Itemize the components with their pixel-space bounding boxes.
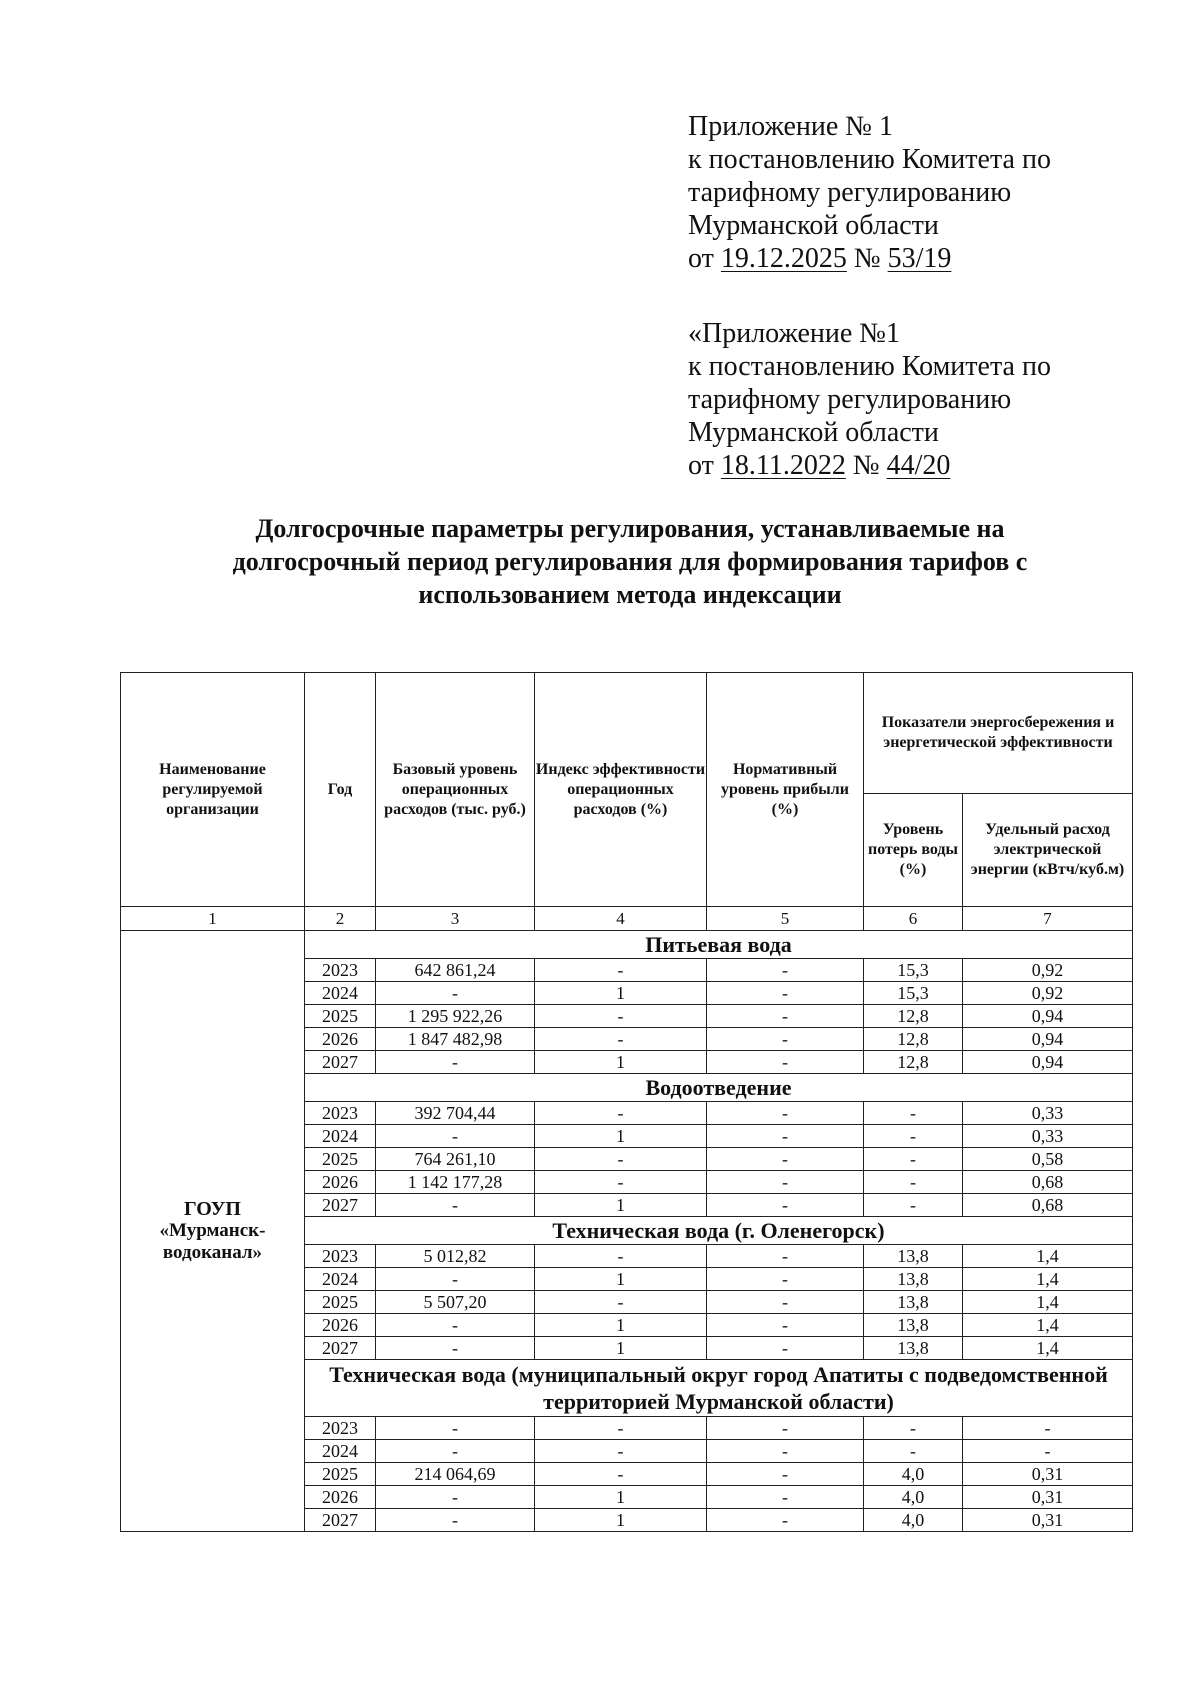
- efficiency-index-cell: -: [535, 1148, 707, 1171]
- profit-level-cell: -: [707, 1486, 864, 1509]
- base-level-cell: 1 847 482,98: [376, 1028, 535, 1051]
- efficiency-index-cell: 1: [535, 1268, 707, 1291]
- efficiency-index-cell: 1: [535, 1486, 707, 1509]
- electricity-cell: 0,92: [963, 982, 1133, 1005]
- section-title: Водоотведение: [305, 1074, 1133, 1102]
- year-cell: 2027: [305, 1337, 376, 1360]
- year-cell: 2023: [305, 1417, 376, 1440]
- profit-level-cell: -: [707, 1337, 864, 1360]
- year-cell: 2023: [305, 1245, 376, 1268]
- year-cell: 2023: [305, 959, 376, 982]
- year-cell: 2024: [305, 1125, 376, 1148]
- profit-level-cell: -: [707, 1148, 864, 1171]
- electricity-cell: 0,31: [963, 1463, 1133, 1486]
- water-loss-cell: -: [864, 1148, 963, 1171]
- efficiency-index-cell: -: [535, 1028, 707, 1051]
- base-level-cell: -: [376, 1314, 535, 1337]
- electricity-cell: 0,31: [963, 1509, 1133, 1532]
- year-cell: 2025: [305, 1148, 376, 1171]
- title-line: долгосрочный период регулирования для формирования тарифов с: [232, 547, 1028, 576]
- profit-level-cell: -: [707, 1268, 864, 1291]
- year-cell: 2026: [305, 1486, 376, 1509]
- header-electricity: Удельный расход электрической энергии (кВтч/куб.м): [963, 794, 1133, 907]
- efficiency-index-cell: 1: [535, 1337, 707, 1360]
- appendix-original-block: [688, 317, 1128, 482]
- base-level-cell: 5 507,20: [376, 1291, 535, 1314]
- water-loss-cell: -: [864, 1125, 963, 1148]
- date-prefix: от: [688, 450, 714, 481]
- electricity-cell: 1,4: [963, 1268, 1133, 1291]
- electricity-cell: 0,58: [963, 1148, 1133, 1171]
- section-title: Техническая вода (г. Оленегорск): [305, 1217, 1133, 1245]
- base-level-cell: -: [376, 1417, 535, 1440]
- header-water-loss: Уровень потерь воды (%): [864, 794, 963, 907]
- column-number-row: [121, 907, 1133, 931]
- date-prefix: от: [688, 243, 714, 274]
- electricity-cell: 0,94: [963, 1051, 1133, 1074]
- appendix-line: тарифному регулированию: [688, 384, 1012, 415]
- appendix-date: 18.11.2022: [720, 450, 846, 481]
- profit-level-cell: -: [707, 1509, 864, 1532]
- profit-level-cell: -: [707, 1194, 864, 1217]
- profit-level-cell: -: [707, 1051, 864, 1074]
- year-cell: 2024: [305, 1440, 376, 1463]
- column-number: 4: [535, 907, 707, 931]
- profit-level-cell: -: [707, 982, 864, 1005]
- water-loss-cell: -: [864, 1417, 963, 1440]
- base-level-cell: 642 861,24: [376, 959, 535, 982]
- section-header-row: [121, 931, 1133, 959]
- efficiency-index-cell: -: [535, 1417, 707, 1440]
- number-prefix: №: [853, 243, 881, 274]
- efficiency-index-cell: 1: [535, 1314, 707, 1337]
- base-level-cell: 764 261,10: [376, 1148, 535, 1171]
- year-cell: 2024: [305, 982, 376, 1005]
- profit-level-cell: -: [707, 1005, 864, 1028]
- profit-level-cell: -: [707, 1291, 864, 1314]
- base-level-cell: -: [376, 982, 535, 1005]
- year-cell: 2024: [305, 1268, 376, 1291]
- water-loss-cell: 13,8: [864, 1314, 963, 1337]
- appendix-line: тарифному регулированию: [688, 177, 1012, 208]
- appendix-date-line: [688, 449, 1128, 482]
- base-level-cell: -: [376, 1440, 535, 1463]
- year-cell: 2027: [305, 1051, 376, 1074]
- base-level-cell: -: [376, 1125, 535, 1148]
- water-loss-cell: 4,0: [864, 1486, 963, 1509]
- appendix-number: 44/20: [886, 450, 951, 481]
- profit-level-cell: -: [707, 1463, 864, 1486]
- column-number: 6: [864, 907, 963, 931]
- profit-level-cell: -: [707, 1125, 864, 1148]
- water-loss-cell: 13,8: [864, 1245, 963, 1268]
- column-number: 3: [376, 907, 535, 931]
- column-number: 7: [963, 907, 1133, 931]
- profit-level-cell: -: [707, 1171, 864, 1194]
- year-cell: 2025: [305, 1291, 376, 1314]
- header-profit-level: Нормативный уровень прибыли (%): [707, 673, 864, 907]
- electricity-cell: -: [963, 1440, 1133, 1463]
- title-line: использованием метода индексации: [418, 580, 842, 609]
- electricity-cell: 1,4: [963, 1314, 1133, 1337]
- electricity-cell: 0,33: [963, 1125, 1133, 1148]
- efficiency-index-cell: -: [535, 1291, 707, 1314]
- header-energy-group: Показатели энергосбережения и энергетической эффективности: [864, 673, 1133, 794]
- year-cell: 2026: [305, 1314, 376, 1337]
- electricity-cell: 0,33: [963, 1102, 1133, 1125]
- base-level-cell: -: [376, 1051, 535, 1074]
- year-cell: 2025: [305, 1463, 376, 1486]
- water-loss-cell: 15,3: [864, 959, 963, 982]
- water-loss-cell: 13,8: [864, 1337, 963, 1360]
- appendix-date-line: [688, 242, 1128, 275]
- water-loss-cell: -: [864, 1102, 963, 1125]
- year-cell: 2026: [305, 1171, 376, 1194]
- column-number: 1: [121, 907, 305, 931]
- efficiency-index-cell: -: [535, 1171, 707, 1194]
- efficiency-index-cell: -: [535, 1463, 707, 1486]
- base-level-cell: -: [376, 1194, 535, 1217]
- appendix-line: «Приложение №1: [688, 318, 900, 349]
- year-cell: 2027: [305, 1509, 376, 1532]
- electricity-cell: 1,4: [963, 1291, 1133, 1314]
- water-loss-cell: -: [864, 1440, 963, 1463]
- water-loss-cell: 12,8: [864, 1051, 963, 1074]
- base-level-cell: -: [376, 1337, 535, 1360]
- efficiency-index-cell: -: [535, 959, 707, 982]
- header-efficiency-index: Индекс эффективности операционных расходов (%): [535, 673, 707, 907]
- base-level-cell: 392 704,44: [376, 1102, 535, 1125]
- water-loss-cell: -: [864, 1194, 963, 1217]
- electricity-cell: 0,94: [963, 1028, 1133, 1051]
- water-loss-cell: -: [864, 1171, 963, 1194]
- efficiency-index-cell: -: [535, 1005, 707, 1028]
- header-year: Год: [305, 673, 376, 907]
- efficiency-index-cell: -: [535, 1102, 707, 1125]
- header-base-level: Базовый уровень операционных расходов (тыс. руб.): [376, 673, 535, 907]
- column-number: 5: [707, 907, 864, 931]
- organization-name-line: ГОУП: [184, 1198, 241, 1220]
- efficiency-index-cell: 1: [535, 1509, 707, 1532]
- section-title: Питьевая вода: [305, 931, 1133, 959]
- efficiency-index-cell: 1: [535, 1051, 707, 1074]
- base-level-cell: -: [376, 1268, 535, 1291]
- year-cell: 2026: [305, 1028, 376, 1051]
- profit-level-cell: -: [707, 1314, 864, 1337]
- efficiency-index-cell: -: [535, 1245, 707, 1268]
- electricity-cell: 0,94: [963, 1005, 1133, 1028]
- efficiency-index-cell: 1: [535, 982, 707, 1005]
- appendix-date: 19.12.2025: [720, 243, 847, 274]
- electricity-cell: -: [963, 1417, 1133, 1440]
- appendix-current-block: [688, 110, 1128, 275]
- electricity-cell: 0,31: [963, 1486, 1133, 1509]
- water-loss-cell: 12,8: [864, 1005, 963, 1028]
- document-title: [120, 512, 1140, 611]
- electricity-cell: 0,92: [963, 959, 1133, 982]
- title-line: Долгосрочные параметры регулирования, устанавливаемые на: [255, 514, 1005, 543]
- base-level-cell: -: [376, 1509, 535, 1532]
- base-level-cell: 214 064,69: [376, 1463, 535, 1486]
- water-loss-cell: 12,8: [864, 1028, 963, 1051]
- electricity-cell: 1,4: [963, 1245, 1133, 1268]
- water-loss-cell: 4,0: [864, 1463, 963, 1486]
- efficiency-index-cell: 1: [535, 1194, 707, 1217]
- profit-level-cell: -: [707, 959, 864, 982]
- section-title: Техническая вода (муниципальный округ город Апатиты с подведомственной территорией Мурманской области): [305, 1360, 1133, 1417]
- profit-level-cell: -: [707, 1440, 864, 1463]
- appendix-line: Мурманской области: [688, 210, 939, 241]
- number-prefix: №: [852, 450, 880, 481]
- year-cell: 2023: [305, 1102, 376, 1125]
- column-number: 2: [305, 907, 376, 931]
- electricity-cell: 0,68: [963, 1194, 1133, 1217]
- water-loss-cell: 15,3: [864, 982, 963, 1005]
- parameters-table: [120, 672, 1133, 1532]
- header-org: Наименование регулируемой организации: [121, 673, 305, 907]
- appendix-line: Мурманской области: [688, 417, 939, 448]
- year-cell: 2027: [305, 1194, 376, 1217]
- appendix-number: 53/19: [887, 243, 952, 274]
- water-loss-cell: 4,0: [864, 1509, 963, 1532]
- organization-name: [121, 931, 305, 1532]
- base-level-cell: 5 012,82: [376, 1245, 535, 1268]
- appendix-line: к постановлению Комитета по: [688, 351, 1051, 382]
- water-loss-cell: 13,8: [864, 1291, 963, 1314]
- profit-level-cell: -: [707, 1102, 864, 1125]
- base-level-cell: -: [376, 1486, 535, 1509]
- profit-level-cell: -: [707, 1417, 864, 1440]
- base-level-cell: 1 142 177,28: [376, 1171, 535, 1194]
- electricity-cell: 0,68: [963, 1171, 1133, 1194]
- efficiency-index-cell: 1: [535, 1125, 707, 1148]
- appendix-line: к постановлению Комитета по: [688, 144, 1051, 175]
- efficiency-index-cell: -: [535, 1440, 707, 1463]
- base-level-cell: 1 295 922,26: [376, 1005, 535, 1028]
- organization-name-line: «Мурманск-водоканал»: [159, 1220, 266, 1263]
- appendix-line: Приложение № 1: [688, 111, 893, 142]
- water-loss-cell: 13,8: [864, 1268, 963, 1291]
- profit-level-cell: -: [707, 1028, 864, 1051]
- profit-level-cell: -: [707, 1245, 864, 1268]
- year-cell: 2025: [305, 1005, 376, 1028]
- electricity-cell: 1,4: [963, 1337, 1133, 1360]
